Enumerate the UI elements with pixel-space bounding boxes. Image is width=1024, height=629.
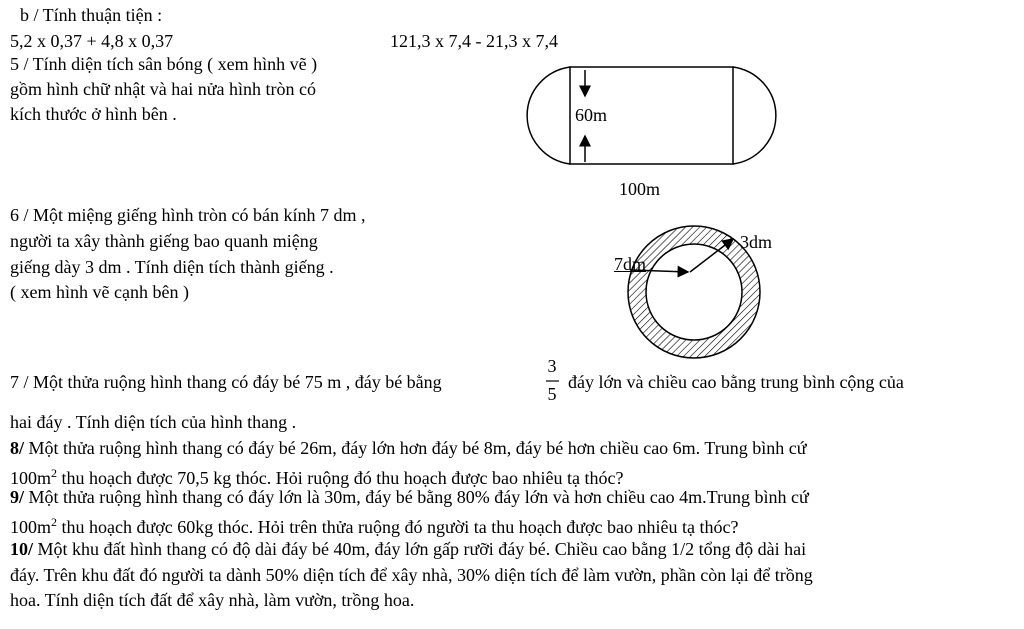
problem7-line2: hai đáy . Tính diện tích của hình thang . (10, 412, 297, 432)
problem8-line1 (10, 437, 806, 459)
problem5-line3: kích thước ở hình bên . (10, 104, 177, 124)
problem6-line2: người ta xây thành giếng bao quanh miệng (10, 231, 318, 251)
right-semicircle (733, 67, 776, 164)
problem9-text2: thu hoạch được 60kg thóc. Hỏi trên thửa ruộng đó người ta thu hoạch được bao nhiêu tạ thóc? (57, 517, 739, 537)
problem10-line2: đáy. Trên khu đất đó người ta dành 50% diện tích để xây nhà, 30% diện tích để làm vườn, phần còn lại để trồng (10, 565, 813, 585)
fraction-denominator: 5 (547, 384, 557, 404)
problem8-area: 100m (10, 468, 52, 488)
problem6-line1: 6 / Một miệng giếng hình tròn có bán kính 7 dm , (10, 205, 366, 225)
problem8-text2: thu hoạch được 70,5 kg thóc. Hỏi ruộng đó thu hoạch được bao nhiêu tạ thóc? (57, 468, 624, 488)
expression-2: 121,3 x 7,4 - 21,3 x 7,4 (390, 31, 558, 51)
stadium-width-label: 100m (619, 179, 661, 199)
problem9-number: 9/ (10, 487, 25, 507)
problem9-line2 (10, 511, 738, 538)
problem8-superscript: 2 (51, 466, 58, 480)
well-thickness-label: 3dm (740, 232, 773, 252)
stadium-figure (527, 67, 776, 164)
expression-1: 5,2 x 0,37 + 4,8 x 0,37 (10, 31, 174, 51)
problem9-superscript: 2 (51, 515, 58, 529)
problem9-line1 (10, 486, 809, 508)
problem10-number: 10/ (10, 539, 34, 559)
well-radius-label: 7dm (614, 254, 647, 274)
problem5-line1: 5 / Tính diện tích sân bóng ( xem hình vẽ ) (10, 54, 318, 74)
problem8-line2 (10, 462, 623, 489)
problem7-line1-before: 7 / Một thửa ruộng hình thang có đáy bé 75 m , đáy bé bằng (10, 372, 442, 392)
problem5-line2: gồm hình chữ nhật và hai nửa hình tròn có (10, 79, 316, 99)
fraction-numerator: 3 (547, 356, 557, 376)
problem9-area: 100m (10, 517, 52, 537)
problem10-line1 (10, 538, 806, 560)
problem10-line3: hoa. Tính diện tích đất để xây nhà, làm vườn, trồng hoa. (10, 590, 415, 610)
stadium-height-label: 60m (575, 105, 608, 125)
part-b-heading: b / Tính thuận tiện : (20, 5, 163, 25)
problem8-text: Một thửa ruộng hình thang có đáy bé 26m, đáy lớn hơn đáy bé 8m, đáy bé hơn chiều cao 6m. Trung bình cứ (24, 438, 807, 458)
left-semicircle (527, 67, 570, 164)
problem9-text: Một thửa ruộng hình thang có đáy lớn là 30m, đáy bé bằng 80% đáy lớn và hơn chiều cao 4m.Trung bình cứ (24, 487, 809, 507)
problem7-line1-after: đáy lớn và chiều cao bằng trung bình cộng của (568, 372, 904, 392)
problem8-number: 8/ (10, 438, 25, 458)
problem6-line4: ( xem hình vẽ cạnh bên ) (10, 282, 189, 302)
problem6-line3: giếng dày 3 dm . Tính diện tích thành giếng . (10, 257, 334, 277)
problem10-text: Một khu đất hình thang có độ dài đáy bé 40m, đáy lớn gấp rưỡi đáy bé. Chiều cao bằng 1/2 tổng độ dài hai (33, 539, 807, 559)
